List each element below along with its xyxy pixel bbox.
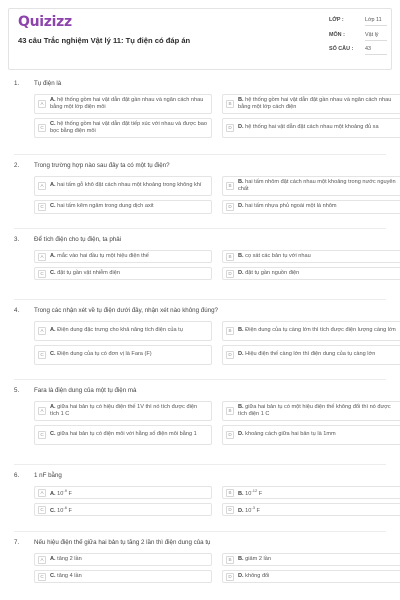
option-text: [238, 124, 383, 131]
option-body: 10: [245, 507, 252, 514]
answer-option-c[interactable]: [34, 267, 212, 280]
answer-option-c[interactable]: [34, 570, 212, 583]
option-body: giữa hai bản tụ có điện môi với hằng số điện môi bằng 1: [57, 431, 197, 438]
meta-row-subject: [329, 32, 387, 47]
option-prefix: A.: [50, 403, 56, 410]
option-exponent: -12: [251, 487, 258, 493]
question-divider: [14, 379, 386, 380]
option-letter-badge: B: [226, 182, 234, 190]
question-text: Tụ điện là: [34, 80, 62, 87]
answer-option-d[interactable]: [222, 570, 400, 583]
answer-option-a[interactable]: [34, 321, 212, 341]
option-letter-badge: C: [38, 203, 46, 211]
option-body: giảm 2 lần: [245, 555, 271, 562]
answer-option-d[interactable]: [222, 345, 400, 365]
option-letter-badge: C: [38, 270, 46, 278]
answer-option-c[interactable]: [34, 200, 212, 214]
option-prefix: C.: [50, 507, 56, 514]
option-body: đặt tụ gần vật nhiễm điện: [57, 269, 120, 276]
option-body: Điện dung của tụ có đơn vị là Fara (F): [57, 351, 152, 358]
option-body: hai tấm nhôm đặt cách nhau một khoảng trong nước nguyên chất: [238, 178, 396, 192]
answer-option-a[interactable]: [34, 401, 212, 421]
option-letter-badge: B: [226, 253, 234, 261]
question-number: 3.: [14, 236, 20, 243]
option-prefix: C.: [50, 572, 56, 579]
question-text: Nếu hiệu điện thế giữa hai bản tụ tăng 2 lần thì điện dung của tụ: [34, 539, 211, 546]
question-divider: [14, 154, 386, 155]
option-letter-badge: B: [226, 407, 234, 415]
option-text: [50, 504, 76, 515]
option-body: hai tấm nhựa phủ ngoài một lá nhôm: [245, 203, 337, 210]
option-letter-badge: D: [226, 431, 234, 439]
option-prefix: C.: [50, 351, 56, 358]
meta-label: SỐ CÂU :: [329, 46, 354, 52]
option-text: [50, 97, 211, 111]
option-prefix: B.: [238, 555, 244, 562]
meta-value: Vật lý: [365, 32, 387, 41]
option-prefix: C.: [50, 431, 56, 438]
option-letter-badge: B: [226, 489, 234, 497]
question-number: 1.: [14, 80, 20, 87]
answer-option-d[interactable]: [222, 425, 400, 445]
option-body: giữa hai bản tụ có một hiệu điện thế không đổi thì nó được tích điện 1 C: [238, 403, 391, 417]
option-letter-badge: D: [226, 124, 234, 132]
option-text: [50, 573, 86, 580]
option-text: [238, 431, 340, 438]
option-prefix: C.: [50, 203, 56, 210]
answer-option-b[interactable]: [222, 401, 400, 421]
option-unit: F: [66, 507, 72, 514]
option-letter-badge: A: [38, 100, 46, 108]
option-text: [238, 327, 400, 334]
meta-table: [329, 17, 387, 61]
answer-option-b[interactable]: [222, 94, 400, 114]
option-text: [50, 487, 76, 498]
option-body: khoảng cách giữa hai bản tụ là 1mm: [245, 431, 336, 438]
option-text: [238, 573, 273, 580]
option-text: [50, 327, 187, 334]
option-prefix: D.: [238, 269, 244, 276]
option-unit: F: [257, 490, 263, 497]
option-text: [238, 203, 341, 210]
option-prefix: D.: [238, 572, 244, 579]
question-divider: [14, 531, 386, 532]
option-text: [238, 504, 264, 515]
document-header: [8, 8, 392, 70]
option-body: hệ thống gồm hai vật dẫn đặt gần nhau và ngăn cách nhau bằng một lớp điện môi: [50, 96, 204, 110]
question-number: 7.: [14, 539, 20, 546]
option-body: không đổi: [245, 572, 270, 579]
option-text: [238, 351, 379, 358]
option-prefix: B.: [238, 490, 244, 497]
option-text: [50, 404, 211, 418]
question-divider: [14, 299, 386, 300]
option-letter-badge: B: [226, 556, 234, 564]
option-text: [50, 253, 153, 260]
option-letter-badge: D: [226, 573, 234, 581]
question-divider: [14, 464, 386, 465]
option-unit: F: [66, 490, 72, 497]
option-body: 10: [57, 507, 64, 514]
option-exponent: -6: [63, 504, 67, 510]
answer-option-a[interactable]: [34, 176, 212, 196]
answer-option-a[interactable]: [34, 250, 212, 263]
option-prefix: D.: [238, 507, 244, 514]
option-body: hệ thống hai vật dẫn đặt cách nhau một khoảng đủ xa: [245, 124, 379, 131]
question-number: 4.: [14, 307, 20, 314]
option-prefix: D.: [238, 124, 244, 131]
answer-option-b[interactable]: [222, 176, 400, 196]
option-prefix: B.: [238, 178, 244, 185]
answer-option-c[interactable]: [34, 503, 212, 516]
question-number: 5.: [14, 387, 20, 394]
answer-option-b[interactable]: [222, 486, 400, 499]
option-prefix: C.: [50, 269, 56, 276]
answer-option-c[interactable]: [34, 118, 212, 138]
meta-label: MÔN :: [329, 31, 345, 38]
meta-value: Lớp 11: [365, 17, 387, 26]
question-number: 2.: [14, 162, 20, 169]
answer-option-a[interactable]: [34, 94, 212, 114]
option-body: đặt tụ gần nguồn điện: [245, 269, 300, 276]
question-text: Trong các nhận xét về tụ điện dưới đây, nhận xét nào không đúng?: [34, 307, 218, 314]
option-body: 10: [245, 490, 252, 497]
answer-option-b[interactable]: [222, 553, 400, 566]
option-body: Điện dung của tụ càng lớn thì tích được điện lượng càng lớn: [245, 327, 396, 334]
option-letter-badge: D: [226, 506, 234, 514]
option-body: hai tấm gỗ khô đặt cách nhau một khoảng trong không khí: [57, 182, 202, 189]
answer-option-c[interactable]: [34, 425, 212, 445]
option-prefix: A.: [50, 490, 56, 497]
option-letter-badge: A: [38, 182, 46, 190]
option-text: [50, 203, 158, 210]
answer-option-d[interactable]: [222, 118, 400, 138]
question-text: Trong trường hợp nào sau đây ta có một tụ điện?: [34, 162, 170, 169]
option-text: [238, 404, 400, 418]
answer-option-b[interactable]: [222, 250, 400, 263]
option-letter-badge: A: [38, 489, 46, 497]
meta-row-class: [329, 17, 387, 32]
option-letter-badge: D: [226, 351, 234, 359]
option-prefix: C.: [50, 120, 56, 127]
option-text: [238, 253, 315, 260]
option-prefix: D.: [238, 203, 244, 210]
option-body: 10: [57, 490, 64, 497]
option-text: [238, 270, 303, 277]
option-letter-badge: C: [38, 506, 46, 514]
option-prefix: B.: [238, 327, 244, 334]
option-text: [50, 270, 124, 277]
option-body: hệ thống gồm hai vật dẫn đặt tiếp xúc với nhau và được bao bọc bằng điện môi: [50, 120, 207, 134]
option-text: [238, 556, 275, 563]
question-text: 1 nF bằng: [34, 472, 62, 479]
document-title: 43 câu Trắc nghiệm Vật lý 11: Tụ điện có đáp án: [18, 36, 191, 45]
option-prefix: A.: [50, 96, 56, 103]
option-letter-badge: C: [38, 573, 46, 581]
option-text: [238, 97, 400, 111]
answer-option-d[interactable]: [222, 503, 400, 516]
option-body: cọ xát các bản tụ với nhau: [245, 252, 311, 259]
option-letter-badge: C: [38, 124, 46, 132]
option-prefix: A.: [50, 182, 56, 189]
quizizz-logo: Quizizz: [18, 14, 72, 30]
option-letter-badge: A: [38, 556, 46, 564]
option-text: [50, 431, 201, 438]
question-text: Để tích điện cho tụ điện, ta phải: [34, 236, 122, 243]
option-body: tăng 4 lần: [57, 572, 82, 579]
option-letter-badge: A: [38, 407, 46, 415]
option-letter-badge: A: [38, 327, 46, 335]
option-prefix: B.: [238, 96, 244, 103]
option-text: [238, 179, 400, 193]
option-letter-badge: D: [226, 203, 234, 211]
meta-label: LỚP :: [329, 17, 344, 23]
option-text: [50, 351, 156, 358]
answer-option-d[interactable]: [222, 200, 400, 214]
option-letter-badge: B: [226, 327, 234, 335]
answer-option-b[interactable]: [222, 321, 400, 341]
answer-option-c[interactable]: [34, 345, 212, 365]
option-body: Điện dung đặc trưng cho khả năng tích điện của tụ: [57, 327, 183, 334]
meta-value: 43: [365, 46, 387, 55]
option-prefix: A.: [50, 252, 56, 259]
option-text: [50, 121, 211, 135]
answer-option-d[interactable]: [222, 267, 400, 280]
option-prefix: B.: [238, 252, 244, 259]
answer-option-a[interactable]: [34, 486, 212, 499]
option-body: hệ thống gồm hai vật dẫn đặt gần nhau và ngăn cách nhau bằng một lớp cách điện: [238, 96, 392, 110]
option-letter-badge: A: [38, 253, 46, 261]
option-body: tăng 2 lần: [57, 555, 82, 562]
question-text: Fara là điện dung của một tụ điện mà: [34, 387, 137, 394]
option-prefix: D.: [238, 431, 244, 438]
question-number: 6.: [14, 472, 20, 479]
option-prefix: D.: [238, 351, 244, 358]
option-body: Hiệu điện thế càng lớn thì điện dung của tụ càng lớn: [245, 351, 376, 358]
option-body: hai tấm kẽm ngâm trong dung dịch axit: [57, 203, 154, 210]
option-text: [50, 182, 205, 189]
meta-row-count: [329, 46, 387, 61]
option-letter-badge: C: [38, 351, 46, 359]
option-unit: F: [254, 507, 260, 514]
answer-option-a[interactable]: [34, 553, 212, 566]
option-prefix: B.: [238, 403, 244, 410]
option-prefix: A.: [50, 327, 56, 334]
option-exponent: -9: [63, 487, 67, 493]
option-exponent: -3: [251, 504, 255, 510]
option-text: [238, 487, 266, 498]
option-letter-badge: D: [226, 270, 234, 278]
question-divider: [14, 228, 386, 229]
option-body: giữa hai bản tụ có hiệu điện thế 1V thì nó tích được điện tích 1 C: [50, 403, 198, 417]
option-body: mắc vào hai đầu tụ một hiệu điện thế: [57, 252, 149, 259]
option-prefix: A.: [50, 555, 56, 562]
option-text: [50, 556, 86, 563]
option-letter-badge: B: [226, 100, 234, 108]
option-letter-badge: C: [38, 431, 46, 439]
